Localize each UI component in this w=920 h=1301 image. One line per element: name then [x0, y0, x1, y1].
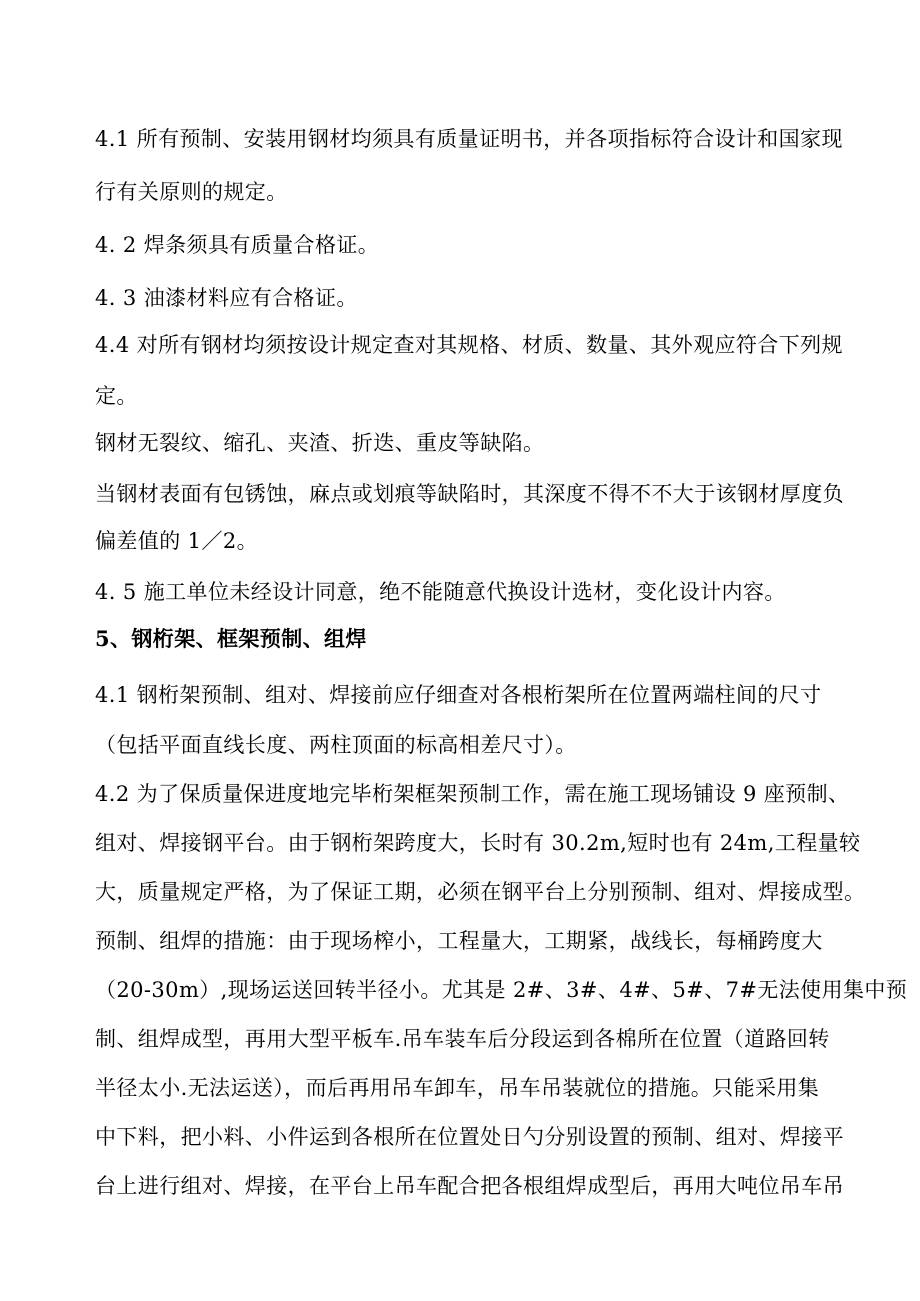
- paragraph-line: 4.2 为了保质量保进度地完毕桁架框架预制工作，需在施工现场铺设 9 座预制、: [95, 782, 850, 806]
- paragraph-line: 定。: [95, 384, 138, 408]
- paragraph-line: （20-30m）,现场运送回转半径小。尤其是 2#、3#、4#、5#、7#无法使用集中预: [95, 978, 908, 1002]
- paragraph-line: 偏差值的 1／2。: [95, 529, 258, 553]
- paragraph-line: 半径太小.无法运送），而后再用吊车卸车，吊车吊装就位的措施。只能采用集: [95, 1076, 820, 1100]
- paragraph-line: 4. 3 油漆材料应有合格证。: [95, 286, 358, 310]
- paragraph-line: 行有关原则的规定。: [95, 180, 288, 204]
- paragraph-line: 4.4 对所有钢材均须按设计规定查对其规格、材质、数量、其外观应符合下列规: [95, 333, 843, 357]
- paragraph-line: 4. 5 施工单位未经设计同意，绝不能随意代换设计选材，变化设计内容。: [95, 580, 786, 604]
- paragraph-line: 组对、焊接钢平台。由于钢桁架跨度大，长时有 30.2m,短时也有 24m,工程量较: [95, 831, 861, 855]
- paragraph-line: （包括平面直线长度、两柱顶面的标高相差尺寸）。: [95, 733, 577, 757]
- paragraph-line: 当钢材表面有包锈蚀，麻点或划痕等缺陷时，其深度不得不不大于该钢材厚度负: [95, 482, 844, 506]
- paragraph-line: 制、组焊成型，再用大型平板车.吊车装车后分段运到各棉所在位置（道路回转: [95, 1027, 830, 1051]
- paragraph-line: 4. 2 焊条须具有质量合格证。: [95, 233, 380, 257]
- paragraph-line: 预制、组焊的措施：由于现场榨小，工程量大，工期紧，战线长，每桶跨度大: [95, 929, 823, 953]
- paragraph-line: 台上进行组对、焊接，在平台上吊车配合把各根组焊成型后，再用大吨位吊车吊: [95, 1174, 844, 1198]
- paragraph-line: 4.1 钢桁架预制、组对、焊接前应仔细查对各根桁架所在位置两端柱间的尺寸: [95, 683, 822, 707]
- paragraph-line: 钢材无裂纹、缩孔、夹渣、折迭、重皮等缺陷。: [95, 431, 545, 455]
- paragraph-line: 大，质量规定严格，为了保证工期，必须在钢平台上分别预制、组对、焊接成型。: [95, 880, 866, 904]
- paragraph-line: 4.1 所有预制、安装用钢材均须具有质量证明书，并各项指标符合设计和国家现: [95, 127, 843, 151]
- paragraph-line: 中下料，把小料、小件运到各根所在位置处日勺分别设置的预制、组对、焊接平: [95, 1125, 844, 1149]
- section-heading: 5、钢桁架、框架预制、组焊: [95, 626, 367, 651]
